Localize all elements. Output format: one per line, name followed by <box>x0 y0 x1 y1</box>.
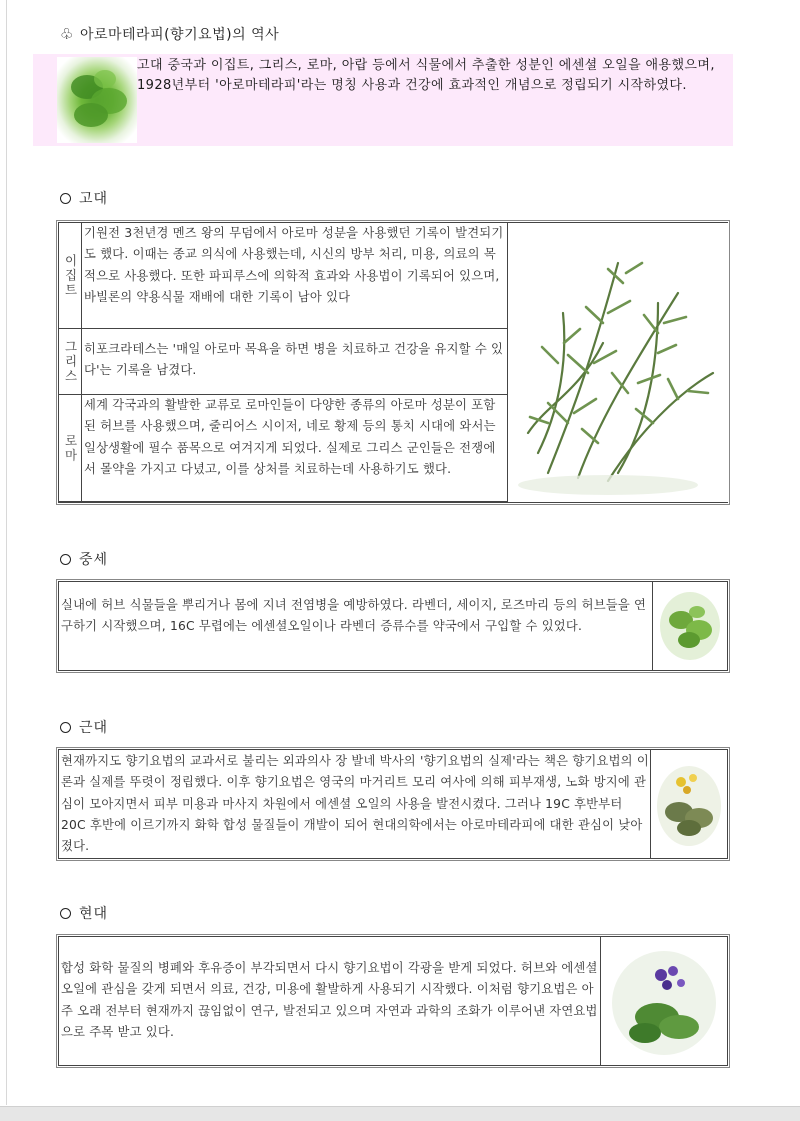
circle-bullet-icon <box>60 722 71 733</box>
circle-bullet-icon <box>60 193 71 204</box>
ancient-table <box>58 222 728 503</box>
flower-plant-image <box>650 750 727 858</box>
medieval-text: 실내에 허브 식물들을 뿌리거나 몸에 지녀 전염병을 예방하였다. 라벤더, 세이지, 로즈마리 등의 허브들을 연구하기 시작했으며, 16C 무렵에는 에센셜오일이나 라벤더 증류수를 약국에서 구입할 수 있었다. <box>61 598 647 634</box>
heading-ancient: 고대 <box>60 189 108 207</box>
modern-text: 현재까지도 향기요법의 교과서로 불리는 외과의사 장 발네 박사의 '향기요법의 실제'라는 책은 향기요법의 이론과 실제를 뚜렷이 정립했다. 이후 향기요법은 영국의 마거리트 모리 여사에 의해 피부재생, 노화 방지에 관심이 모아지면서 피부 미용과 마사지 차원에서 에센셜 오일의 사용을 발전시켰다. 그러나 19C 후반부터 20C 후반에 이르기까지 화학 합성 물질들이 개발이 되어 현대의학에서는 아로마테라피에 대한 관심이 낮아졌다. <box>61 754 649 854</box>
herb-leaf-image <box>57 57 137 143</box>
page-title-text: 아로마테라피(향기요법)의 역사 <box>79 27 280 43</box>
heading-contemporary: 현대 <box>60 904 108 922</box>
row-label-greece: 그리스 <box>59 329 82 394</box>
intro-text: 고대 중국과 이집트, 그리스, 로마, 아랍 등에서 식물에서 추출한 성분인 에센셜 오일을 애용했으며, 1928년부터 '아로마테라피'라는 명칭 사용과 건강에 효과적인 개념으로 정립되기 시작하였다. <box>137 58 715 93</box>
circle-bullet-icon <box>60 554 71 565</box>
row-label-rome: 로마 <box>59 395 82 501</box>
club-icon: ♧ <box>60 25 74 43</box>
intro-box <box>33 54 733 146</box>
row-text-rome: 세계 각국과의 활발한 교류로 로마인들이 다양한 종류의 아로마 성분이 포함된 허브를 사용했으며, 줄리어스 시이저, 네로 황제 등의 통치 시대에 와서는 일상생활에 필수 품목으로 여겨지게 되었다. 실제로 그리스 군인들은 전쟁에서 몰약을 가지고 다녔고, 이를 상처를 치료하는데 사용하기도 했다. <box>84 398 496 476</box>
violet-flower-image <box>600 937 727 1065</box>
heading-medieval: 중세 <box>60 550 108 568</box>
medieval-box <box>58 581 728 671</box>
left-margin-rule <box>6 0 7 1105</box>
rosemary-image <box>507 223 727 502</box>
row-label-egypt: 이집트 <box>59 223 82 328</box>
contemporary-box <box>58 936 728 1066</box>
heading-modern: 근대 <box>60 718 108 736</box>
sage-leaf-image <box>652 582 727 670</box>
row-text-greece: 히포크라테스는 '매일 아로마 목욕을 하면 병을 치료하고 건강을 유지할 수 있다'는 기록을 남겼다. <box>84 342 504 378</box>
contemporary-text: 합성 화학 물질의 병폐와 후유증이 부각되면서 다시 향기요법이 각광을 받게 되었다. 허브와 에센셜오일에 관심을 갖게 되면서 의료, 건강, 미용에 활발하게 사용되기 시작했다. 이처럼 향기요법은 아주 오래 전부터 현재까지 끊임없이 연구, 발전되고 있으며 자연과 과학의 조화가 이루어낸 자연요법으로 주목 받고 있다. <box>61 961 598 1039</box>
row-text-egypt: 기원전 3천년경 멘즈 왕의 무덤에서 아로마 성분을 사용했던 기록이 발견되기도 했다. 이때는 종교 의식에 사용했는데, 시신의 방부 처리, 미용, 의료의 목적으로 사용했다. 또한 파피루스에 의학적 효과와 사용법이 기록되어 있으며, 바빌론의 약용식물 재배에 대한 기록이 남아 있다 <box>84 226 504 304</box>
ancient-row-greece <box>59 329 507 395</box>
ancient-row-egypt <box>59 223 507 329</box>
modern-box <box>58 749 728 859</box>
ancient-row-rome <box>59 395 507 502</box>
circle-bullet-icon <box>60 908 71 919</box>
page-title <box>60 24 279 44</box>
bottom-scroll-bar[interactable] <box>0 1106 800 1121</box>
